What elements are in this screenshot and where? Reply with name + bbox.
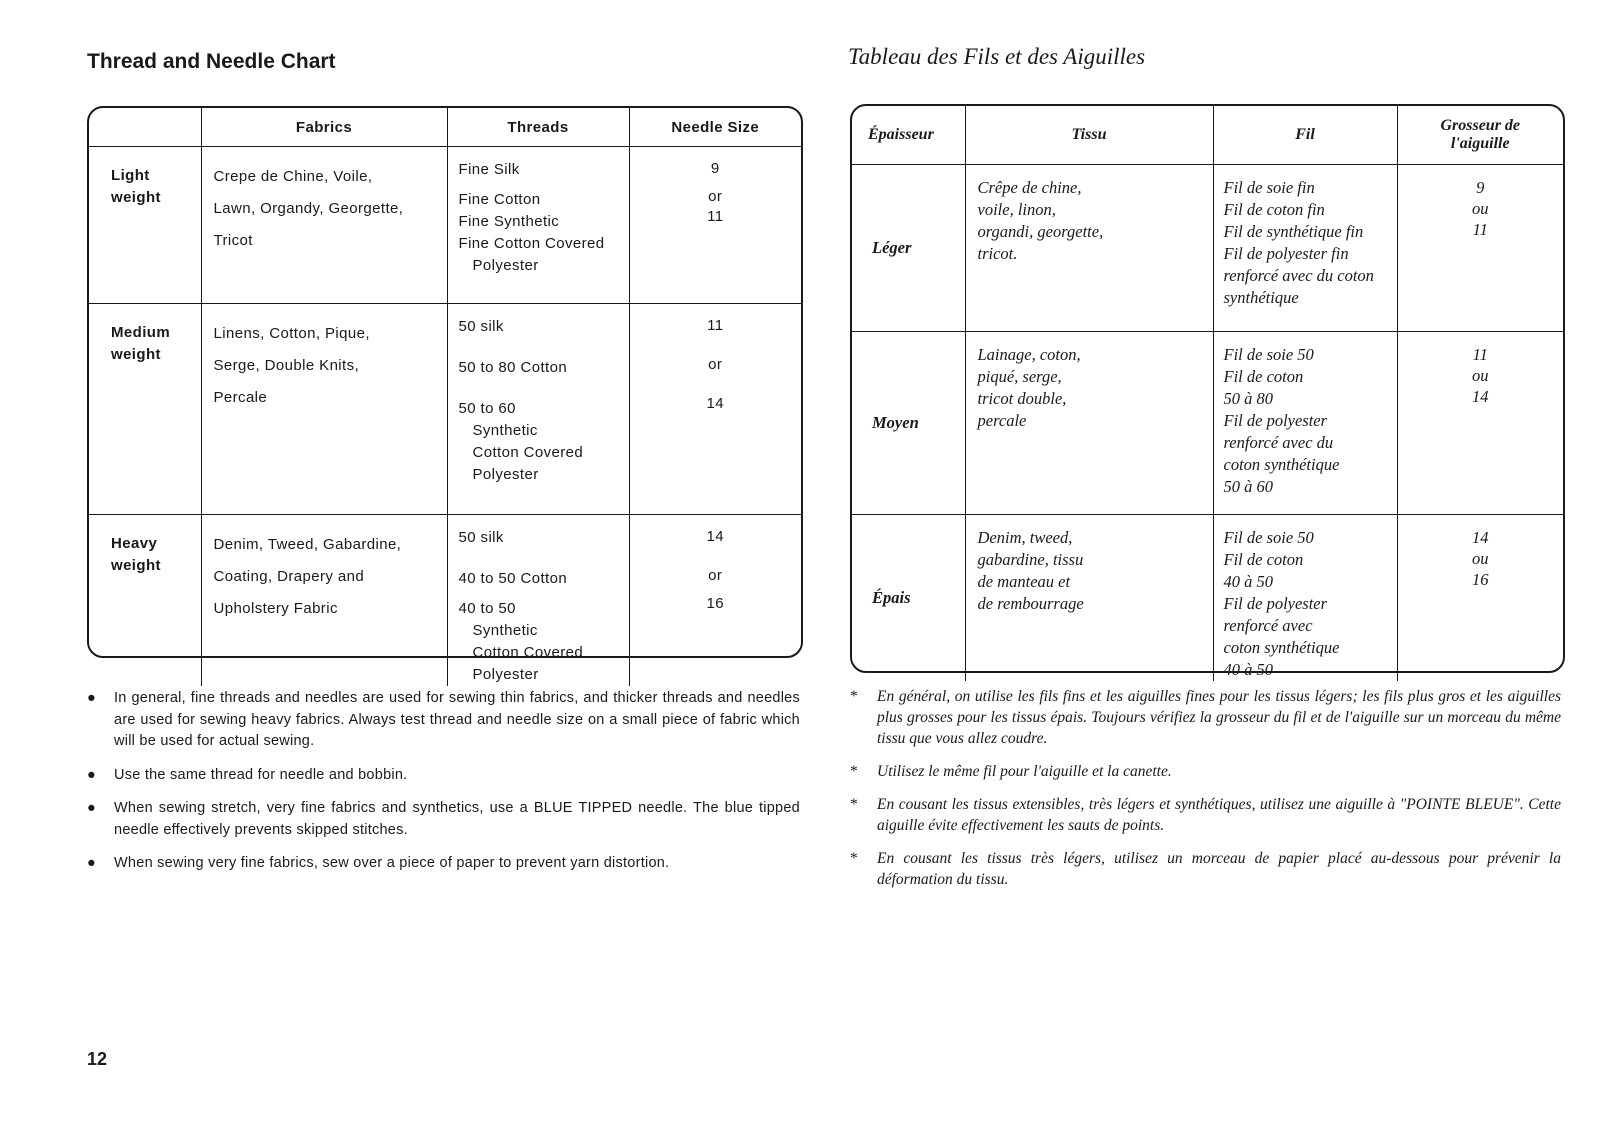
note-text: En cousant les tissus extensibles, très légers et synthétiques, utilisez une aiguille à "POINTE BLEUE". Cette aiguille évite effectivement les sauts de points. bbox=[877, 796, 1561, 834]
fabric-line: Lawn, Organdy, Georgette, bbox=[213, 200, 404, 217]
thread-line: Fine Synthetic bbox=[458, 213, 560, 230]
fabrics-cell bbox=[965, 165, 1213, 332]
column-header-fabrics: Fabrics bbox=[201, 108, 447, 147]
needle-size-value: 16 bbox=[706, 595, 724, 612]
thread-needle-table-english bbox=[87, 106, 803, 683]
column-header-grosseur bbox=[1397, 106, 1563, 165]
fabric-line: Upholstery Fabric bbox=[213, 600, 338, 617]
thread-line: 40 à 50 bbox=[1223, 572, 1273, 591]
needle-size-value: 11 bbox=[707, 317, 724, 334]
header-line: Grosseur de bbox=[1440, 117, 1521, 134]
fabric-line: percale bbox=[977, 411, 1027, 430]
thread-line: synthétique bbox=[1223, 288, 1299, 307]
asterisk-icon: * bbox=[850, 850, 858, 867]
fabrics-cell bbox=[965, 332, 1213, 515]
note-text: When sewing stretch, very fine fabrics and synthetics, use a BLUE TIPPED needle. The blue tipped needle effectively prevents skipped stitches. bbox=[114, 800, 800, 838]
notes-list-french bbox=[850, 686, 1561, 902]
asterisk-icon: * bbox=[850, 688, 858, 705]
threads-cell bbox=[447, 515, 629, 687]
thread-line: Cotton Covered bbox=[472, 644, 584, 661]
table-header-row bbox=[89, 108, 801, 147]
needle-size-value: 14 bbox=[706, 395, 724, 412]
thread-line: Cotton Covered bbox=[472, 444, 584, 461]
table-row bbox=[852, 165, 1563, 332]
table-row bbox=[852, 515, 1563, 682]
page-title-french: Tableau des Fils et des Aiguilles bbox=[848, 44, 1146, 69]
column-header-weight bbox=[89, 108, 201, 147]
fabric-line: tricot double, bbox=[977, 389, 1067, 408]
note-text: In general, fine threads and needles are used for sewing thin fabrics, and thicker threads and needles are used for sewing heavy fabrics. Always test thread and needle size on a small piece of fabric which will be used for actual sewing. bbox=[114, 690, 800, 749]
threads-cell bbox=[447, 304, 629, 515]
bullet-icon: ● bbox=[87, 766, 97, 783]
needle-size-cell bbox=[629, 304, 801, 515]
needle-size-cell bbox=[1397, 165, 1563, 332]
weight-label: Heavy bbox=[111, 535, 158, 552]
fabrics-cell bbox=[965, 515, 1213, 682]
list-item bbox=[850, 848, 1561, 890]
fabric-line: Linens, Cotton, Pique, bbox=[213, 325, 370, 342]
needle-size-value: 14 bbox=[706, 528, 724, 545]
needle-size-value: 11 bbox=[1472, 220, 1488, 239]
column-header-tissu: Tissu bbox=[965, 106, 1213, 165]
bullet-icon: ● bbox=[87, 800, 97, 816]
thread-line: Fine Cotton Covered bbox=[458, 235, 605, 252]
thread-line: 50 silk bbox=[458, 318, 504, 335]
column-header-fil: Fil bbox=[1213, 106, 1397, 165]
list-item bbox=[850, 761, 1561, 782]
threads-cell bbox=[1213, 515, 1397, 682]
table-row bbox=[852, 332, 1563, 515]
needle-size-cell bbox=[1397, 332, 1563, 515]
list-item bbox=[850, 686, 1561, 749]
note-text: Use the same thread for needle and bobbin. bbox=[114, 766, 408, 783]
thread-line: coton synthétique bbox=[1223, 455, 1340, 474]
fabric-line: Coating, Drapery and bbox=[213, 568, 365, 585]
table-row bbox=[89, 304, 801, 515]
fabric-line: Denim, Tweed, Gabardine, bbox=[213, 536, 402, 553]
fabric-line: voile, linon, bbox=[977, 200, 1056, 219]
note-text: Utilisez le même fil pour l'aiguille et la canette. bbox=[877, 763, 1172, 780]
list-item bbox=[87, 765, 800, 787]
thread-line: 50 à 80 bbox=[1223, 389, 1273, 408]
fabric-line: gabardine, tissu bbox=[977, 550, 1084, 569]
thread-line: 50 silk bbox=[458, 529, 504, 546]
list-item bbox=[850, 794, 1561, 836]
thread-line: renforcé avec du bbox=[1223, 433, 1334, 452]
thread-line: Polyester bbox=[472, 666, 539, 683]
thread-line: Fine Cotton bbox=[458, 191, 541, 208]
thread-line: Fine Silk bbox=[458, 161, 520, 178]
needle-size-value: ou bbox=[1472, 199, 1489, 218]
thread-needle-table-french bbox=[850, 104, 1565, 679]
thread-line: 50 to 60 bbox=[458, 400, 516, 417]
fabric-line: de manteau et bbox=[977, 572, 1071, 591]
needle-size-value: 14 bbox=[1472, 528, 1489, 547]
thread-line: Synthetic bbox=[472, 622, 538, 639]
needle-size-value: 9 bbox=[710, 160, 720, 177]
fabric-line: Serge, Double Knits, bbox=[213, 357, 360, 374]
list-item bbox=[87, 853, 800, 875]
needle-size-value: or bbox=[708, 356, 723, 373]
header-line: l'aiguille bbox=[1450, 135, 1510, 152]
weight-label: weight bbox=[111, 557, 161, 574]
fabric-line: organdi, georgette, bbox=[977, 222, 1104, 241]
weight-label: Medium bbox=[111, 324, 171, 341]
fabric-line: Tricot bbox=[213, 232, 253, 249]
thread-line: Fil de polyester fin bbox=[1223, 244, 1349, 263]
thread-line: 40 to 50 Cotton bbox=[458, 570, 568, 587]
list-item bbox=[87, 688, 800, 753]
threads-cell bbox=[447, 147, 629, 304]
thread-line: Fil de coton bbox=[1223, 367, 1304, 386]
thread-line: Polyester bbox=[472, 466, 539, 483]
needle-size-cell bbox=[1397, 515, 1563, 682]
thread-line: Fil de soie 50 bbox=[1223, 528, 1314, 547]
weight-cell: Moyen bbox=[852, 332, 965, 515]
threads-cell bbox=[1213, 332, 1397, 515]
table-header-row bbox=[852, 106, 1563, 165]
needle-size-cell bbox=[629, 515, 801, 687]
thread-line: Fil de polyester bbox=[1223, 594, 1328, 613]
needle-size-value: or bbox=[708, 567, 723, 584]
fabric-line: Lainage, coton, bbox=[977, 345, 1081, 364]
weight-cell: Épais bbox=[852, 515, 965, 682]
column-header-needle-size: Needle Size bbox=[629, 108, 801, 147]
asterisk-icon: * bbox=[850, 796, 858, 813]
fabric-line: Crêpe de chine, bbox=[977, 178, 1082, 197]
thread-line: Fil de soie fin bbox=[1223, 178, 1315, 197]
thread-line: renforcé avec bbox=[1223, 616, 1313, 635]
needle-size-value: ou bbox=[1472, 366, 1489, 385]
thread-line: coton synthétique bbox=[1223, 638, 1340, 657]
needle-size-value: 14 bbox=[1472, 387, 1489, 406]
thread-line: Fil de coton bbox=[1223, 550, 1304, 569]
threads-cell bbox=[1213, 165, 1397, 332]
bullet-icon: ● bbox=[87, 855, 97, 871]
thread-line: 50 to 80 Cotton bbox=[458, 359, 568, 376]
thread-line: 40 à 50 bbox=[1223, 660, 1273, 679]
thread-line: Fil de polyester bbox=[1223, 411, 1328, 430]
asterisk-icon: * bbox=[850, 763, 858, 780]
thread-line: 50 à 60 bbox=[1223, 477, 1273, 496]
notes-list-english bbox=[87, 688, 800, 887]
weight-cell bbox=[89, 147, 201, 304]
note-text: En général, on utilise les fils fins et les aiguilles fines pour les tissus légers; les fils plus gros et les aiguilles plus grosses pour les tissus épais. Toujours vérifiez la grosseur du fil et de l'aiguille sur un morceau du même tissu que vous allez coudre. bbox=[877, 688, 1561, 747]
table-row bbox=[89, 147, 801, 304]
weight-label: weight bbox=[111, 189, 161, 206]
needle-size-value: ou bbox=[1472, 549, 1489, 568]
needle-size-value: 11 bbox=[707, 208, 724, 225]
thread-line: Fil de soie 50 bbox=[1223, 345, 1314, 364]
fabrics-cell bbox=[201, 304, 447, 515]
weight-cell bbox=[89, 304, 201, 515]
page-title-english: Thread and Needle Chart bbox=[87, 50, 336, 73]
thread-line: Synthetic bbox=[472, 422, 538, 439]
weight-label: Light bbox=[111, 167, 150, 184]
list-item bbox=[87, 798, 800, 841]
weight-label: weight bbox=[111, 346, 161, 363]
needle-size-value: 9 bbox=[1476, 178, 1485, 197]
needle-size-value: or bbox=[708, 188, 723, 205]
needle-size-value: 11 bbox=[1472, 345, 1488, 364]
page-number: 12 bbox=[87, 1049, 108, 1069]
thread-line: Fil de synthétique fin bbox=[1223, 222, 1364, 241]
fabrics-cell bbox=[201, 147, 447, 304]
column-header-epaisseur: Épaisseur bbox=[852, 106, 965, 165]
fabric-line: Denim, tweed, bbox=[977, 528, 1073, 547]
thread-line: Polyester bbox=[472, 257, 539, 274]
fabric-line: tricot. bbox=[977, 244, 1018, 263]
thread-line: renforcé avec du coton bbox=[1223, 266, 1374, 285]
weight-cell: Léger bbox=[852, 165, 965, 332]
thread-line: Fil de coton fin bbox=[1223, 200, 1325, 219]
weight-cell bbox=[89, 515, 201, 687]
fabric-line: de rembourrage bbox=[977, 594, 1084, 613]
needle-size-cell bbox=[629, 147, 801, 304]
column-header-threads: Threads bbox=[447, 108, 629, 147]
fabric-line: Crepe de Chine, Voile, bbox=[213, 168, 373, 185]
note-text: When sewing very fine fabrics, sew over a piece of paper to prevent yarn distortion. bbox=[114, 855, 670, 871]
thread-line: 40 to 50 bbox=[458, 600, 516, 617]
note-text: En cousant les tissus très légers, utilisez un morceau de papier placé au-dessous pour prévenir la déformation du tissu. bbox=[877, 850, 1561, 888]
table-row bbox=[89, 515, 801, 687]
bullet-icon: ● bbox=[87, 690, 97, 706]
fabric-line: piqué, serge, bbox=[977, 367, 1062, 386]
needle-size-value: 16 bbox=[1472, 570, 1489, 589]
fabric-line: Percale bbox=[213, 389, 268, 406]
fabrics-cell bbox=[201, 515, 447, 687]
